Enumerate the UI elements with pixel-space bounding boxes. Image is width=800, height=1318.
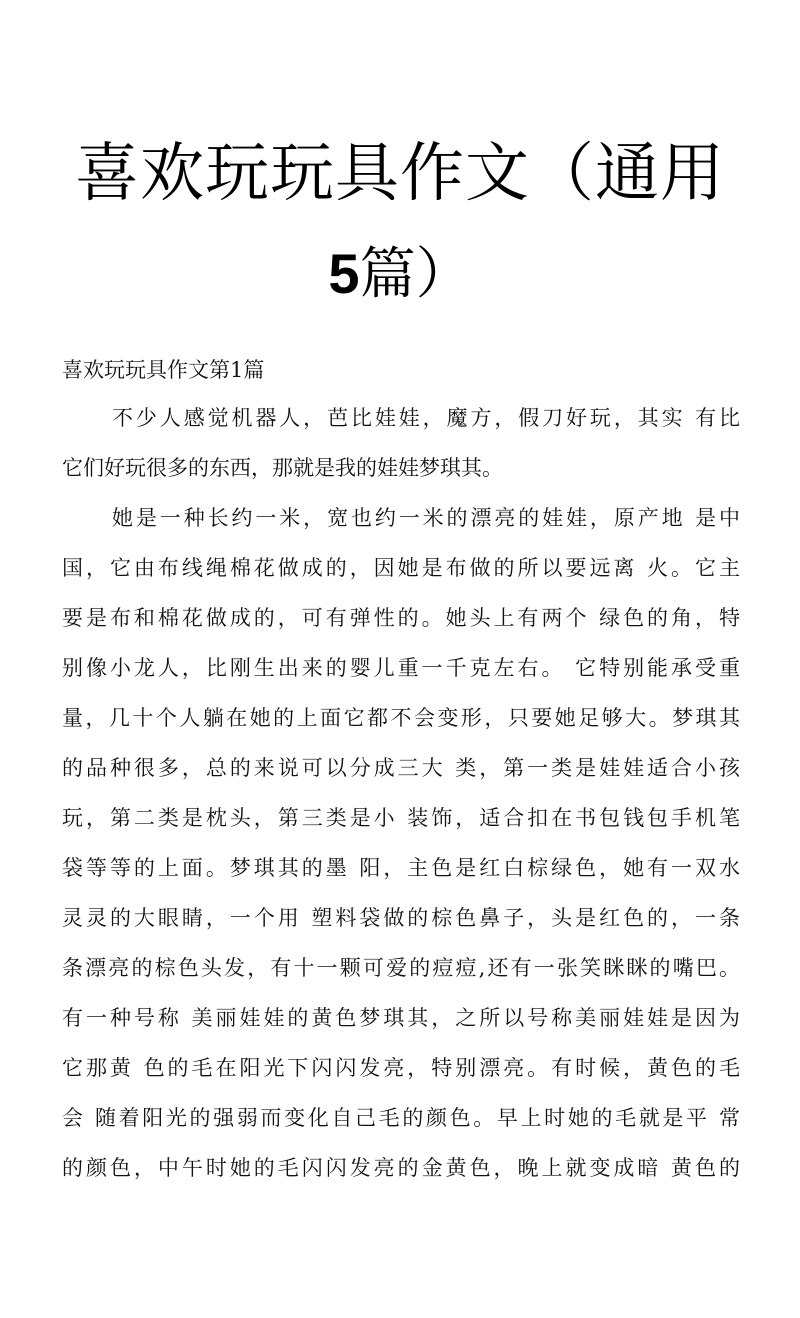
title-count-number: 5 [328, 242, 360, 305]
document-title-continued [40, 236, 760, 313]
paragraph-2-line-6: 的品种很多，总的来说可以分成三大 类，第一类是娃娃适合小孩 [62, 756, 740, 780]
paragraph-2-line-10: 条漂亮的棕色头发，有十一颗可爱的痘痘,还有一张笑眯眯的嘴巴。 [62, 956, 740, 980]
paragraph-2-line-3: 要是布和棉花做成的，可有弹性的。她头上有两个 绿色的角，特 [62, 606, 740, 630]
paragraph-2-line-5: 量，几十个人躺在她的上面它都不会变形，只要她足够大。梦琪其 [62, 706, 740, 730]
paragraph-2-line-13: 会 随着阳光的强弱而变化自己毛的颜色。早上时她的毛就是平 常 [62, 1106, 740, 1130]
paragraph-2-line-8: 袋等等的上面。梦琪其的墨 阳，主色是红白棕绿色，她有一双水 [62, 856, 740, 880]
paragraph-2-line-1: 她是一种长约一米，宽也约一米的漂亮的娃娃，原产地 是中 [112, 506, 740, 530]
title-suffix: 篇） [359, 242, 472, 307]
paragraph-2-line-11: 有一种号称 美丽娃娃的黄色梦琪其，之所以号称美丽娃娃是因为 [62, 1006, 740, 1030]
paragraph-1-line-1: 不少人感觉机器人，芭比娃娃，魔方，假刀好玩，其实 有比 [112, 406, 740, 430]
section-heading: 喜欢玩玩具作文第1篇 [62, 358, 265, 382]
paragraph-1-line-2: 它们好玩很多的东西，那就是我的娃娃梦琪其。 [62, 456, 503, 480]
paragraph-2-line-2: 国，它由布线绳棉花做成的，因她是布做的所以要远离 火。它主 [62, 556, 740, 580]
paragraph-2-line-14: 的颜色，中午时她的毛闪闪发亮的金黄色，晚上就变成暗 黄色的 [62, 1156, 740, 1180]
paragraph-2-line-9: 灵灵的大眼睛，一个用 塑料袋做的棕色鼻子，头是红色的，一条 [62, 906, 740, 930]
paragraph-2-line-12: 它那黄 色的毛在阳光下闪闪发亮，特别漂亮。有时候，黄色的毛 [62, 1056, 740, 1080]
document-title: 喜欢玩玩具作文（通用 [75, 137, 725, 211]
paragraph-2-line-7: 玩，第二类是枕头，第三类是小 装饰，适合扣在书包钱包手机笔 [62, 806, 740, 830]
paragraph-2-line-4: 别像小龙人，比刚生出来的婴儿重一千克左右。 它特别能承受重 [62, 656, 740, 680]
